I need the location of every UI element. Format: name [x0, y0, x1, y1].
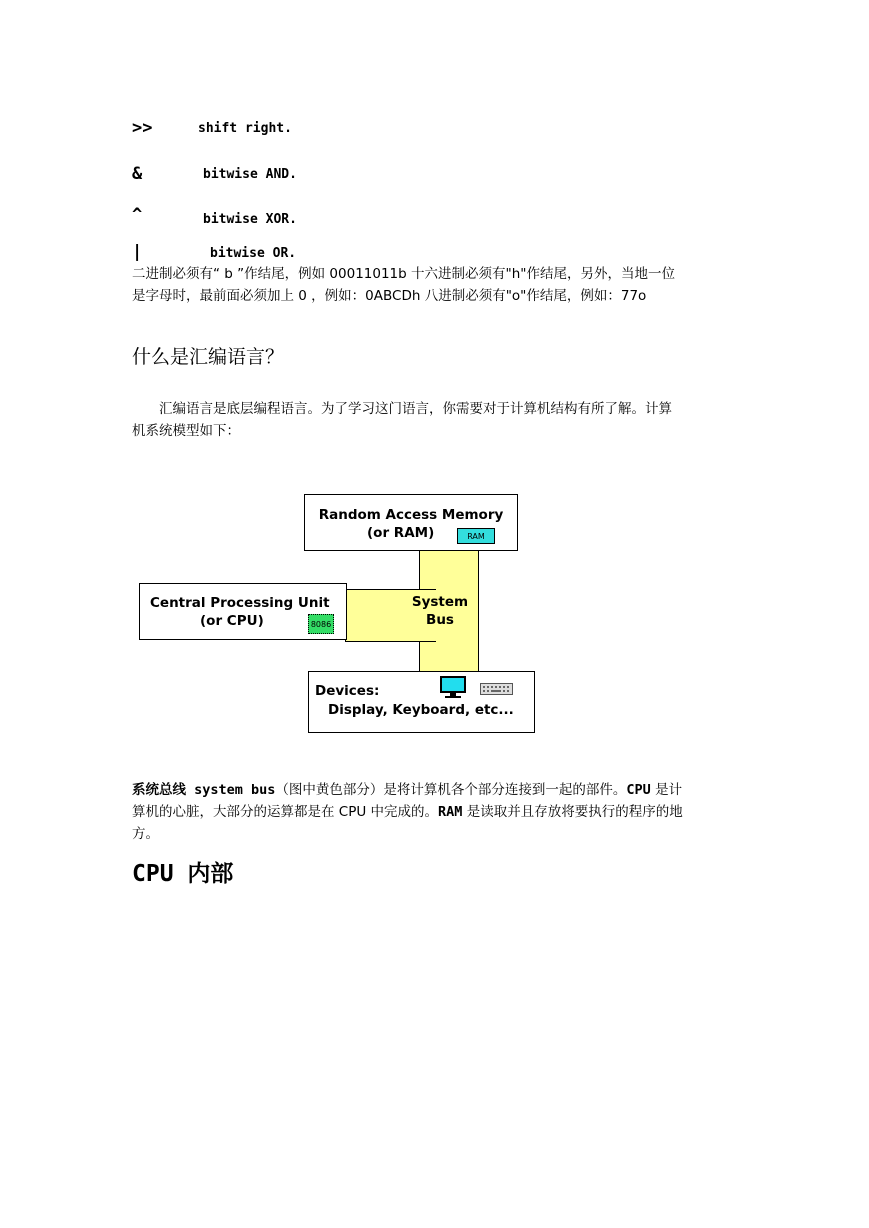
operator-symbol-or: |: [132, 242, 143, 262]
computer-model-diagram: [138, 493, 538, 735]
ram-title: Random Access Memory: [318, 507, 504, 523]
system-bus-label-line-2: Bus: [426, 612, 454, 628]
ram-term: RAM: [438, 804, 463, 820]
cpu-subtitle: (or CPU): [200, 613, 264, 629]
cpu-chip-icon: 8086: [308, 614, 334, 634]
devices-subtitle: Display, Keyboard, etc...: [328, 702, 514, 718]
intro-paragraph: [132, 398, 742, 442]
monitor-icon: [439, 675, 467, 699]
bus-paragraph: [132, 779, 742, 845]
system-bus-term: 系统总线 system bus: [132, 782, 276, 798]
cpu-box: [139, 583, 347, 640]
devices-title: Devices:: [315, 683, 380, 699]
keyboard-icon: [480, 683, 513, 695]
ram-box: [304, 494, 518, 551]
operator-symbol-xor: ^: [132, 205, 143, 225]
notation-line-1: 二进制必须有“ b ”作结尾，例如 00011011b 十六进制必须有"h"作结尾，另外，当地一位: [132, 266, 675, 282]
bus-line-3: 方。: [132, 826, 159, 842]
bus-line-2-part2: 是读取并且存放将要执行的程序的地: [462, 804, 683, 820]
bus-line-1-part2: 是计: [650, 782, 683, 798]
bus-line-1-part1: （图中黄色部分）是将计算机各个部分连接到一起的部件。: [275, 782, 627, 798]
cpu-term: CPU: [626, 782, 651, 798]
operator-symbol-shift-right: >>: [132, 118, 153, 138]
devices-box: [308, 671, 535, 733]
section-title: 什么是汇编语言？: [132, 346, 285, 368]
bus-line-1: [132, 779, 742, 801]
notation-paragraph: [132, 263, 742, 307]
system-bus-label-line-1: System: [411, 594, 469, 610]
operator-desc-xor: bitwise XOR.: [203, 212, 297, 227]
cpu-title: Central Processing Unit: [150, 595, 330, 611]
ram-subtitle: (or RAM): [367, 525, 435, 541]
intro-line-2: 机系统模型如下：: [132, 423, 240, 439]
operator-desc-or: bitwise OR.: [210, 246, 297, 261]
operator-desc-shift-right: shift right.: [198, 121, 292, 136]
ram-chip-icon: RAM: [457, 528, 495, 544]
operator-desc-and: bitwise AND.: [203, 167, 297, 182]
operator-symbol-and: &: [132, 164, 143, 184]
bus-line-2: [132, 801, 742, 823]
notation-line-2: 是字母时，最前面必须加上 0 ，例如：0ABCDh 八进制必须有"o"作结尾，例如：77o: [132, 288, 647, 304]
system-bus-label: [408, 593, 472, 629]
bus-line-2-part1: 算机的心脏，大部分的运算都是在 CPU 中完成的。: [132, 804, 439, 820]
cpu-inside-heading: CPU 内部: [132, 861, 234, 887]
intro-line-1: 汇编语言是底层编程语言。为了学习这门语言，你需要对于计算机结构有所了解。计算: [159, 401, 672, 417]
